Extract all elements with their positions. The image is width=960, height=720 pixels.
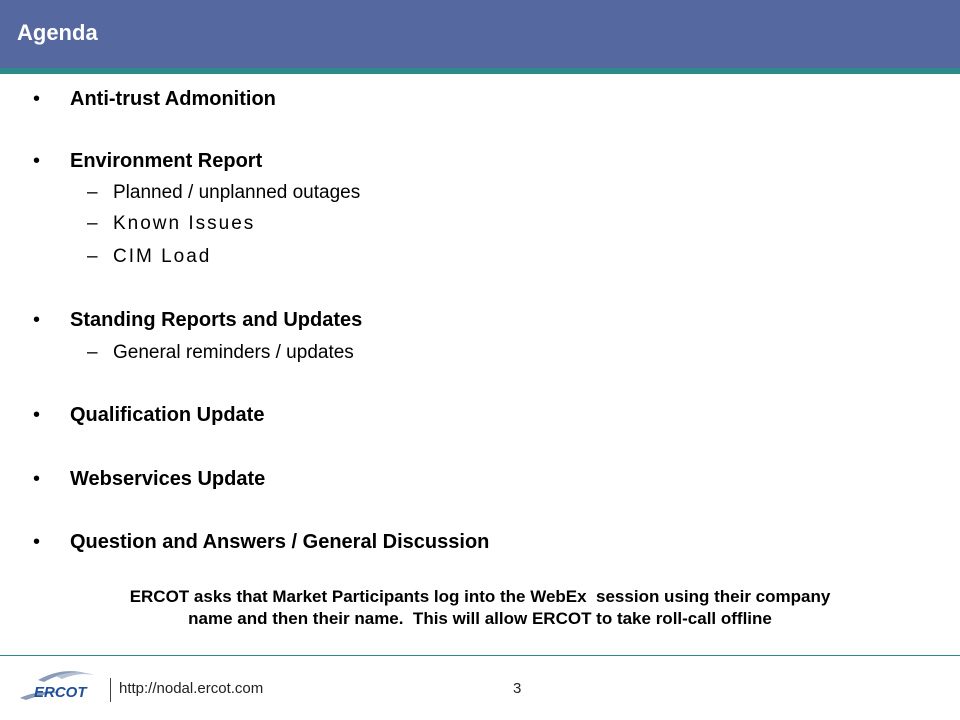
bullet: • xyxy=(33,150,41,172)
bullet: • xyxy=(33,531,41,553)
agenda-item-label: Standing Reports and Updates xyxy=(70,309,363,331)
agenda-item-label: Question and Answers / General Discussion xyxy=(70,531,490,553)
agenda-item-label: Qualification Update xyxy=(70,404,265,426)
dash: – xyxy=(87,213,98,234)
subitem-label: Known Issues xyxy=(113,213,256,234)
agenda-item-label: Environment Report xyxy=(70,150,263,172)
dash: – xyxy=(87,246,98,267)
agenda-item-label: Webservices Update xyxy=(70,468,266,490)
slide-title: Agenda xyxy=(17,20,98,45)
footer-url: http://nodal.ercot.com xyxy=(119,680,264,697)
subitem-label: CIM Load xyxy=(113,246,212,267)
subitem-label: Planned / unplanned outages xyxy=(113,182,361,203)
footer-divider xyxy=(110,678,111,702)
footer-rule xyxy=(0,655,960,656)
subitem-label: General reminders / updates xyxy=(113,342,354,363)
logo-wordmark: ERCOT xyxy=(34,684,87,701)
dash: – xyxy=(87,342,98,363)
bullet: • xyxy=(33,88,41,110)
ercot-logo xyxy=(16,666,112,706)
login-note-line-1: ERCOT asks that Market Participants log into the WebEx session using their company xyxy=(129,587,831,606)
agenda-item-label: Anti-trust Admonition xyxy=(70,88,276,110)
bullet: • xyxy=(33,468,41,490)
dash: – xyxy=(87,182,98,203)
page-number: 3 xyxy=(513,680,522,697)
login-note xyxy=(20,586,940,630)
login-note-line-2: name and then their name. This will allow ERCOT to take roll-call offline xyxy=(188,609,772,628)
bullet: • xyxy=(33,404,41,426)
bullet: • xyxy=(33,309,41,331)
